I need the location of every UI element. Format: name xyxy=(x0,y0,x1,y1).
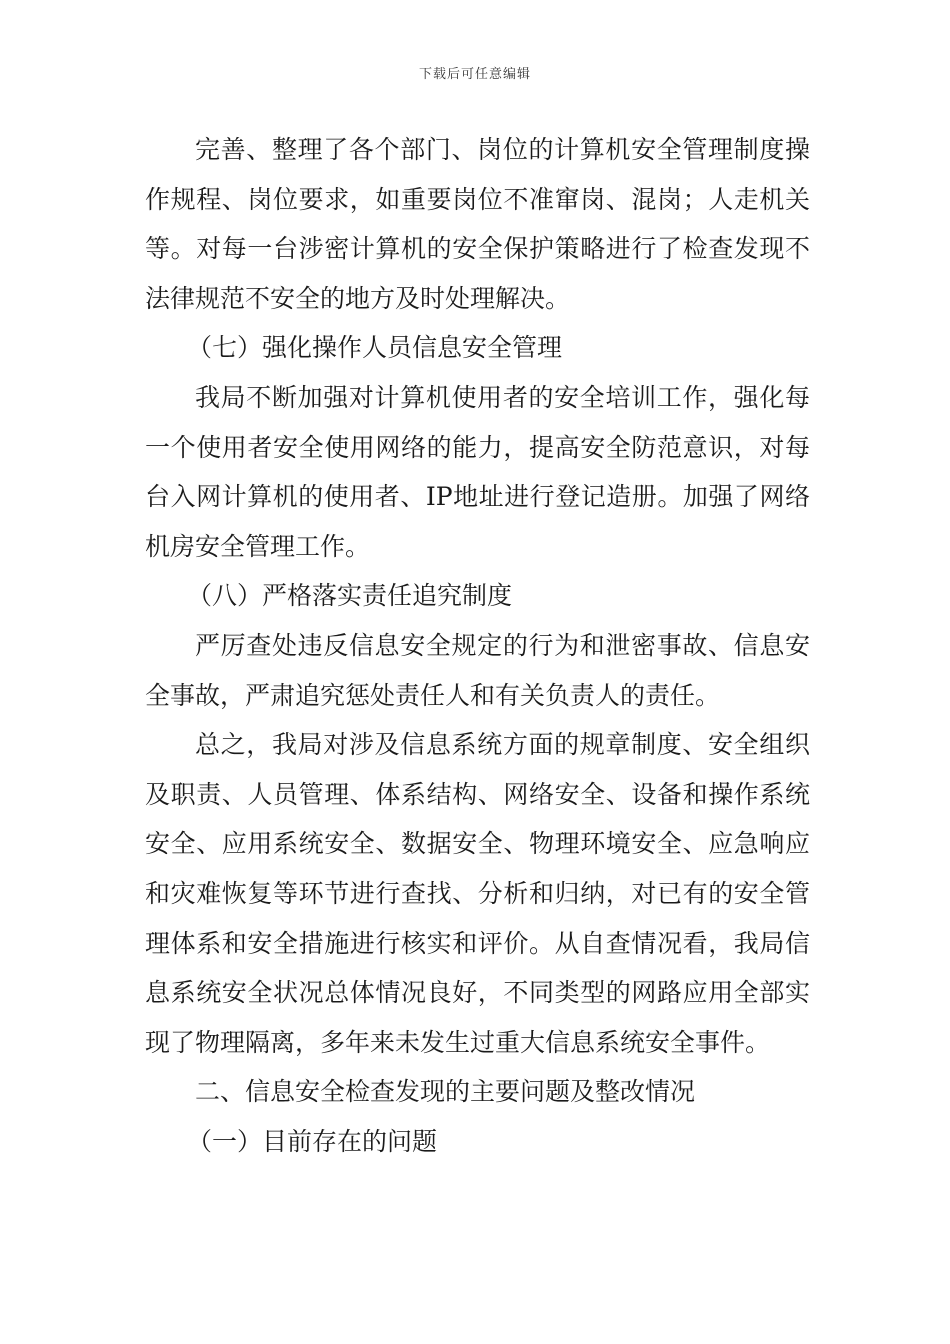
page-header: 下载后可任意编辑 xyxy=(418,67,531,82)
paragraph-summary: 总之，我局对涉及信息系统方面的规章制度、安全组织及职责、人员管理、体系结构、网络安全、设备和操作系统安全、应用系统安全、数据安全、物理环境安全、应急响应和灾难恢复等环节进行查找、分析和归纳，对已有的安全管理体系和安全措施进行核实和评价。从自查情况看，我局信息系统安全状况总体情况良好，不同类型的网路应用全部实现了物理隔离，多年来未发生过重大信息系统安全事件。 xyxy=(145,730,810,1057)
section-heading-1: （一）目前存在的问题 xyxy=(187,1126,438,1156)
section-heading-7: （七）强化操作人员信息安全管理 xyxy=(187,333,563,363)
paragraph-accountability: 严厉查处违反信息安全规定的行为和泄密事故、信息安全事故，严肃追究惩处责任人和有关负责人的责任。 xyxy=(145,630,810,710)
section-heading-part-2: 二、信息安全检查发现的主要问题及整改情况 xyxy=(195,1077,696,1107)
paragraph-training: 我局不断加强对计算机使用者的安全培训工作，强化每一个使用者安全使用网络的能力，提高安全防范意识，对每台入网计算机的使用者、IP地址进行登记造册。加强了网络机房安全管理工作。 xyxy=(145,382,810,561)
paragraph-policies: 完善、整理了各个部门、岗位的计算机安全管理制度操作规程、岗位要求，如重要岗位不准窜岗、混岗；人走机关等。对每一台涉密计算机的安全保护策略进行了检查发现不法律规范不安全的地方及时处理解决。 xyxy=(145,135,810,313)
document-body xyxy=(145,125,810,1166)
section-heading-8: （八）严格落实责任追究制度 xyxy=(187,581,513,611)
